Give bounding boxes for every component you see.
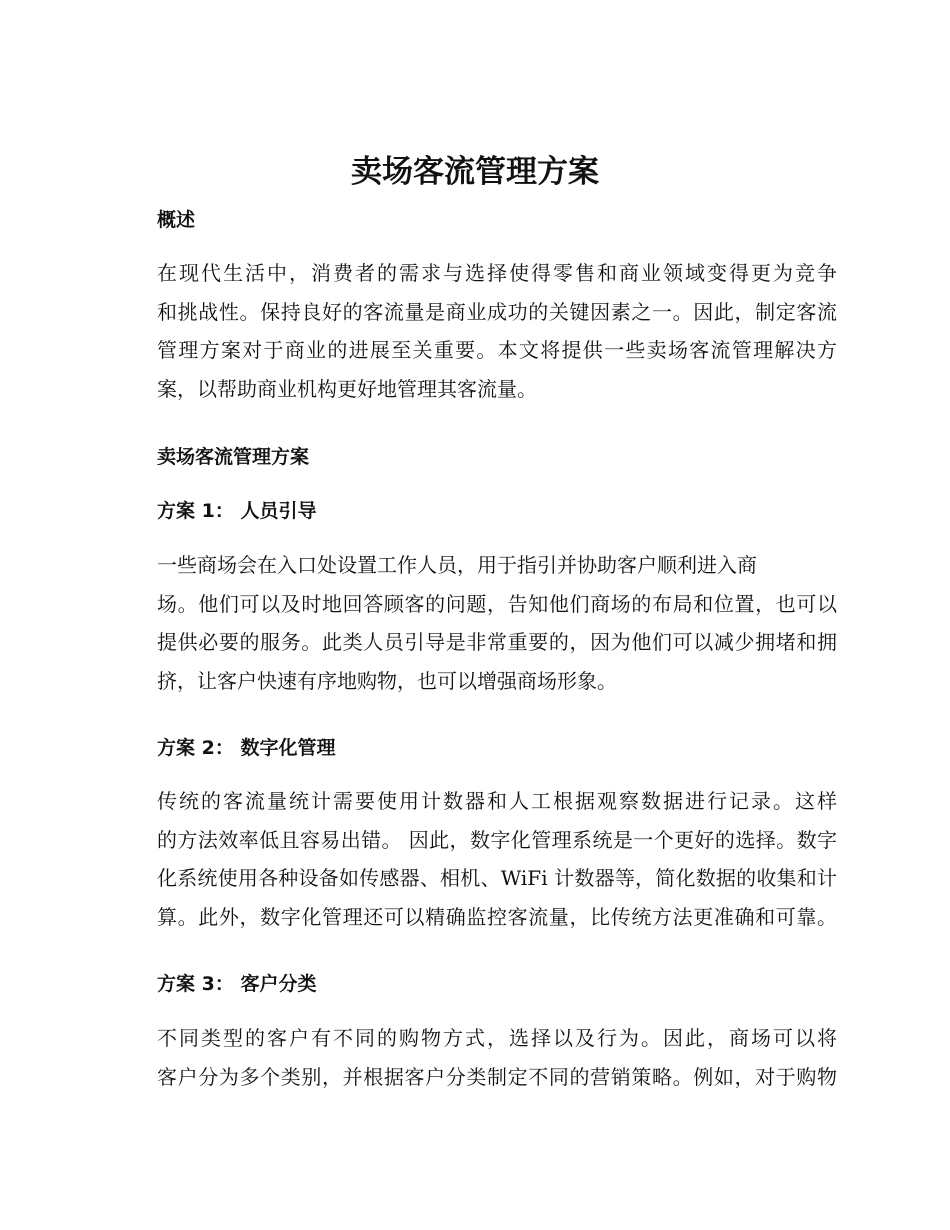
paragraph-line: 客户分为多个类别，并根据客户分类制定不同的营销策略。例如，对于购物 [157,1064,837,1089]
paragraph-line: 传统的客流量统计需要使用计数器和人工根据观察数据进行记录。这样 [157,789,837,813]
paragraph-line: 管理方案对于商业的进展至关重要。本文将提供一些卖场客流管理解决方 [157,338,837,362]
paragraph-plan-2 [113,782,837,936]
paragraph-line: 一些商场会在入口处设置工作人员，用于指引并协助客户顺利进入商 [157,553,757,577]
paragraph-line: 场。他们可以及时地回答顾客的问题，告知他们商场的布局和位置，也可以 [157,591,837,616]
paragraph-line: 化系统使用各种设备如传感器、相机、WiFi 计数器等，简化数据的收集和计 [157,866,837,890]
paragraph-line: 算。此外，数字化管理还可以精确监控客流量，比传统方法更准确和可靠。 [157,904,837,929]
paragraph-line: 提供必要的服务。此类人员引导是非常重要的，因为他们可以减少拥堵和拥 [157,630,837,654]
paragraph-plan-3 [113,1019,837,1096]
section-heading-overview: 概述 [157,209,196,231]
section-heading-plans: 卖场客流管理方案 [157,446,310,468]
section-heading-plan-3: 方案 3： 客户分类 [157,973,317,995]
paragraph-line: 的方法效率低且容易出错。 因此，数字化管理系统是一个更好的选择。数字 [157,827,837,852]
paragraph-overview [113,254,837,408]
paragraph-line: 在现代生活中，消费者的需求与选择使得零售和商业领域变得更为竞争 [157,261,837,285]
paragraph-line: 挤，让客户快速有序地购物，也可以增强商场形象。 [157,668,617,693]
paragraph-line: 案，以帮助商业机构更好地管理其客流量。 [157,376,537,401]
paragraph-line: 和挑战性。保持良好的客流量是商业成功的关键因素之一。因此，制定客流 [157,299,837,324]
document-title: 卖场客流管理方案 [351,154,599,190]
section-heading-plan-2: 方案 2： 数字化管理 [157,737,336,759]
section-heading-plan-1: 方案 1： 人员引导 [157,500,317,522]
paragraph-line: 不同类型的客户有不同的购物方式，选择以及行为。因此，商场可以将 [157,1026,837,1050]
paragraph-plan-1 [113,546,837,700]
